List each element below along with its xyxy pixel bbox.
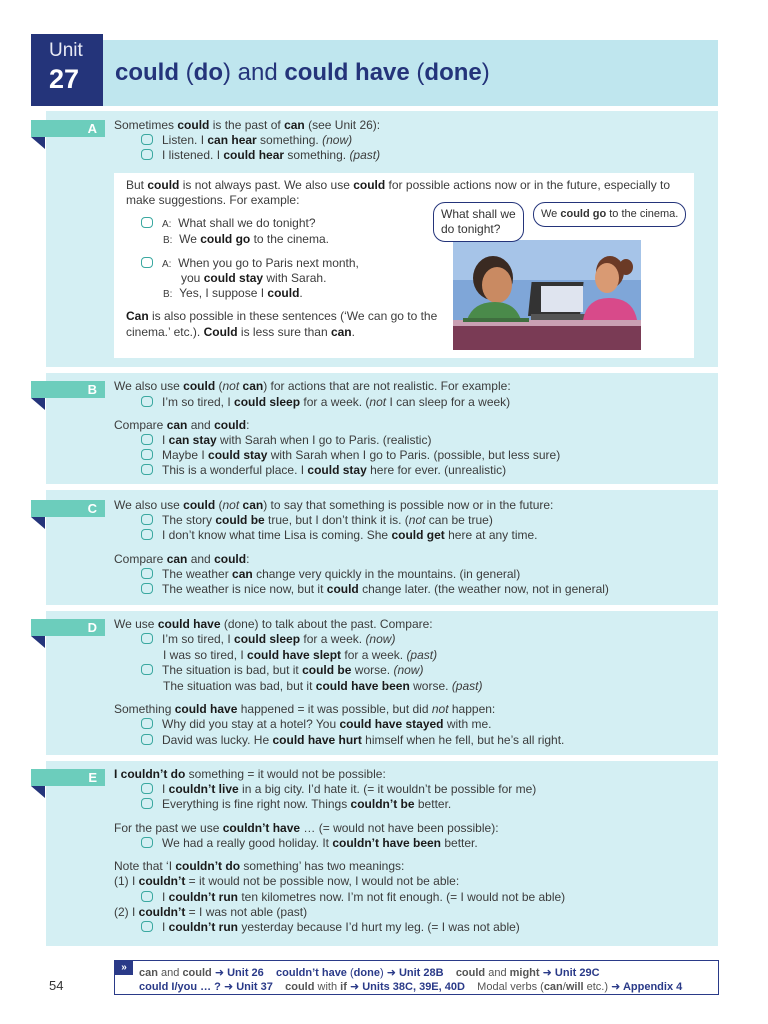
section-tab-e: E xyxy=(31,769,105,786)
section-e-note: Note that ‘I couldn’t do something’ has two meanings: xyxy=(114,859,405,873)
speech-bubble-question: What shall we do tonight? xyxy=(433,202,524,242)
tab-corner xyxy=(31,786,45,798)
bullet-icon xyxy=(141,783,153,794)
bullet-icon xyxy=(141,921,153,932)
bullet-icon xyxy=(141,633,153,644)
section-e-intro: I couldn’t do something = it would not be possible: xyxy=(114,767,386,781)
example-line: The story could be true, but I don’t think it is. (not can be true) xyxy=(141,513,493,528)
example-line: B: We could go to the cinema. xyxy=(163,232,329,246)
example-line: I listened. I could hear something. (past) xyxy=(141,148,380,163)
bullet-icon xyxy=(141,837,153,848)
bullet-icon xyxy=(141,217,153,228)
bullet-icon xyxy=(141,514,153,525)
unit-number: 27 xyxy=(49,64,80,94)
bullet-icon xyxy=(141,396,153,407)
bullet-icon xyxy=(141,718,153,729)
unit-word: Unit xyxy=(49,40,83,61)
tab-corner xyxy=(31,636,45,648)
page-number: 54 xyxy=(49,978,64,993)
bullet-icon xyxy=(141,449,153,460)
example-line: Maybe I could stay with Sarah when I go to Paris. (possible, but less sure) xyxy=(141,448,560,463)
example-line: The weather is nice now, but it could change later. (the weather now, not in general) xyxy=(141,582,609,597)
section-e-meaning-1: (1) I couldn’t = it would not be possible now, I would not be able: xyxy=(114,874,460,888)
example-line: you could stay with Sarah. xyxy=(181,271,327,285)
bullet-icon xyxy=(141,434,153,445)
bullet-icon xyxy=(141,583,153,594)
section-tab-a: A xyxy=(31,120,105,137)
section-d-note: Something could have happened = it was possible, but did not happen: xyxy=(114,702,496,716)
bullet-icon xyxy=(141,734,153,745)
example-line: This is a wonderful place. I could stay here for ever. (unrealistic) xyxy=(141,463,506,478)
example-line: I couldn’t run ten kilometres now. I’m not fit enough. (= I would not be able) xyxy=(141,890,565,905)
example-line: A: What shall we do tonight? xyxy=(141,216,316,232)
example-line: The situation is bad, but it could be worse. (now) xyxy=(141,663,423,678)
example-line: I can stay with Sarah when I go to Paris. (realistic) xyxy=(141,433,431,448)
bullet-icon xyxy=(141,149,153,160)
bullet-icon xyxy=(141,568,153,579)
bullet-icon xyxy=(141,891,153,902)
speech-bubble-answer: We could go to the cinema. xyxy=(533,202,686,227)
section-d-intro: We use could have (done) to talk about the past. Compare: xyxy=(114,617,433,631)
section-b-compare: Compare can and could: xyxy=(114,418,250,432)
example-line: I was so tired, I could have slept for a week. (past) xyxy=(163,648,438,662)
example-line: The situation was bad, but it could have been worse. (past) xyxy=(163,679,483,693)
example-line: I’m so tired, I could sleep for a week. (not I can sleep for a week) xyxy=(141,395,510,410)
example-line: Listen. I can hear something. (now) xyxy=(141,133,352,148)
section-c-intro: We also use could (not can) to say that something is possible now or in the future: xyxy=(114,498,554,512)
box-line: cinema.’ etc.). Could is less sure than can. xyxy=(126,325,355,339)
section-b-intro: We also use could (not can) for actions that are not realistic. For example: xyxy=(114,379,511,393)
example-line: Why did you stay at a hotel? You could have stayed with me. xyxy=(141,717,492,732)
section-e-past: For the past we use couldn’t have … (= would not have been possible): xyxy=(114,821,499,835)
example-line: We had a really good holiday. It couldn’t have been better. xyxy=(141,836,478,851)
example-line: David was lucky. He could have hurt himself when he fell, but he’s all right. xyxy=(141,733,564,748)
section-a-intro: Sometimes could is the past of can (see Unit 26): xyxy=(114,118,381,132)
box-line: make suggestions. For example: xyxy=(126,193,300,207)
tab-corner xyxy=(31,137,45,149)
example-line: B: Yes, I suppose I could. xyxy=(163,286,303,300)
bullet-icon xyxy=(141,664,153,675)
section-e-meaning-2: (2) I couldn’t = I was not able (past) xyxy=(114,905,308,919)
section-tab-d: D xyxy=(31,619,105,636)
section-c-compare: Compare can and could: xyxy=(114,552,250,566)
title-bar xyxy=(103,40,718,106)
tab-corner xyxy=(31,517,45,529)
section-tab-c: C xyxy=(31,500,105,517)
example-line: I’m so tired, I could sleep for a week. (now) xyxy=(141,632,395,647)
example-line: I don’t know what time Lisa is coming. She could get here at any time. xyxy=(141,528,538,543)
tab-corner xyxy=(31,398,45,410)
bullet-icon xyxy=(141,134,153,145)
example-line: A: When you go to Paris next month, xyxy=(141,256,359,272)
box-line: But could is not always past. We also use could for possible actions now or in the future, especially to xyxy=(126,178,671,192)
cross-reference-line[interactable]: can and could ➜ Unit 26 couldn’t have (done) ➜ Unit 28B could and might ➜ Unit 29C xyxy=(139,967,600,979)
double-chevron-icon: » xyxy=(115,961,133,975)
example-line: I couldn’t live in a big city. I’d hate it. (= it wouldn’t be possible for me) xyxy=(141,782,536,797)
cross-reference-box xyxy=(114,960,719,995)
unit-badge xyxy=(31,34,103,106)
example-line: Everything is fine right now. Things couldn’t be better. xyxy=(141,797,451,812)
example-line: I couldn’t run yesterday because I’d hurt my leg. (= I was not able) xyxy=(141,920,520,935)
box-line: Can is also possible in these sentences (‘We can go to the xyxy=(126,309,438,323)
bullet-icon xyxy=(141,529,153,540)
cinema-conversation-illustration xyxy=(453,240,641,350)
bullet-icon xyxy=(141,798,153,809)
bullet-icon xyxy=(141,464,153,475)
section-tab-b: B xyxy=(31,381,105,398)
bullet-icon xyxy=(141,257,153,268)
page-title: could (do) and could have (done) xyxy=(115,59,490,86)
cross-reference-line[interactable]: could I/you … ? ➜ Unit 37 could with if ➜ Units 38C, 39E, 40D Modal verbs (can/will etc.) ➜ Appendix 4 xyxy=(139,981,683,993)
example-line: The weather can change very quickly in the mountains. (in general) xyxy=(141,567,520,582)
